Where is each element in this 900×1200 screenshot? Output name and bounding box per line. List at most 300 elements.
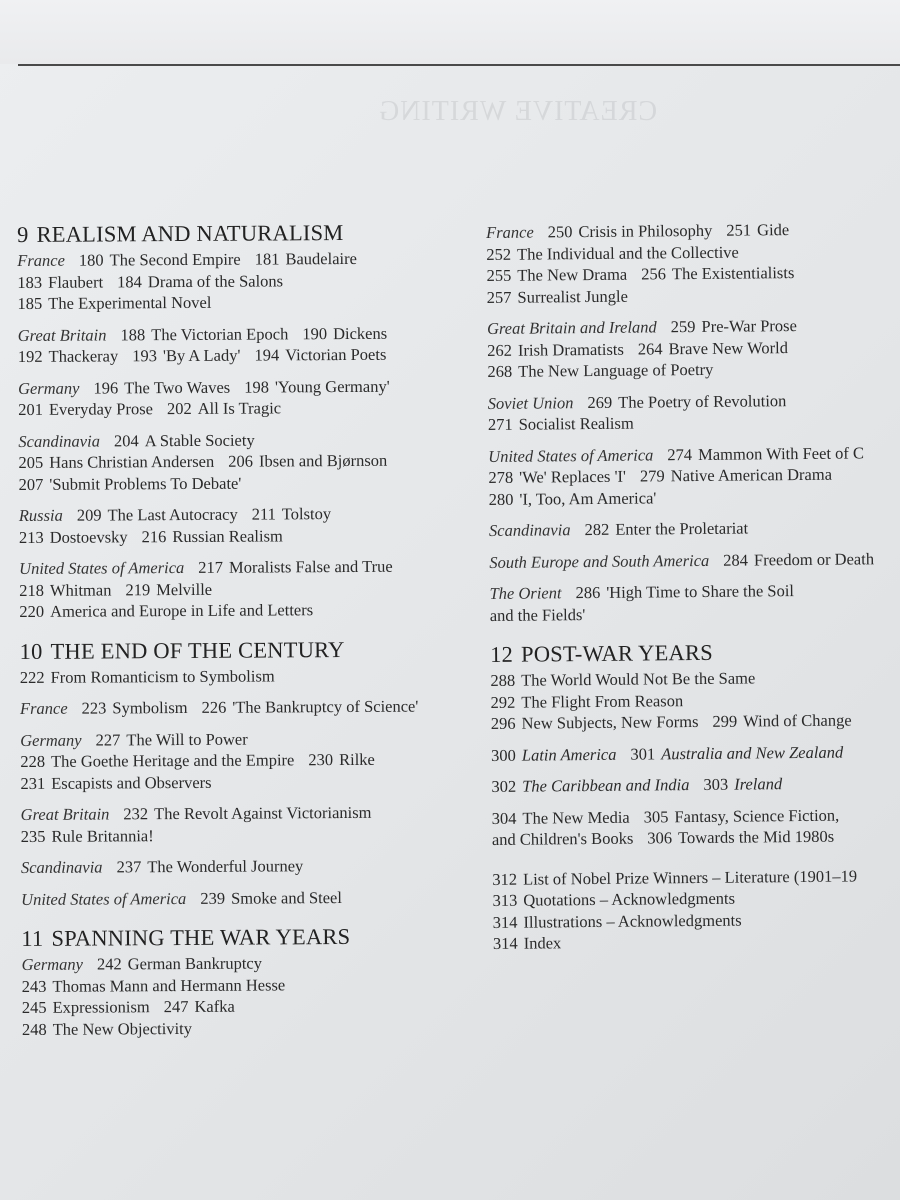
toc-entry	[117, 271, 283, 291]
page-number: 250	[547, 222, 573, 242]
page-number: 207	[18, 474, 44, 494]
entry-title: The Wonderful Journey	[147, 856, 304, 877]
entry-title: The Second Empire	[109, 249, 241, 270]
entry-title: German Bankruptcy	[127, 953, 263, 974]
entry-title: Rule Britannia!	[51, 825, 154, 846]
toc-entry	[491, 691, 684, 712]
toc-line	[17, 269, 429, 293]
entry-title: The Experimental Novel	[48, 292, 212, 313]
toc-section	[488, 389, 887, 436]
entry-title: Fantasy, Science Fiction,	[674, 805, 840, 826]
page-number: 227	[95, 729, 121, 750]
chapter-number: 9	[17, 221, 29, 247]
toc-entry	[17, 272, 103, 292]
toc-section	[21, 854, 433, 878]
toc-entry	[20, 750, 294, 771]
toc-entry	[638, 338, 788, 358]
toc-section	[487, 314, 886, 382]
page-top-band	[0, 0, 900, 64]
entry-title: Pre-War Prose	[701, 316, 797, 336]
entry-title: From Romanticism to Symbolism	[50, 665, 275, 687]
toc-line	[488, 463, 887, 488]
toc-line	[19, 598, 431, 622]
page-number: 235	[20, 826, 46, 846]
toc-line	[490, 601, 889, 626]
chapter-title	[20, 634, 433, 667]
toc-section	[21, 951, 434, 1040]
page-number: 188	[120, 324, 146, 344]
page-number: 269	[587, 392, 613, 412]
page-number: 220	[19, 601, 45, 621]
toc-entry	[703, 774, 782, 794]
toc-line	[493, 929, 892, 954]
entry-title: 'Submit Problems To Debate'	[49, 473, 242, 494]
chapter-block	[486, 218, 889, 626]
entry-title: The Flight From Reason	[521, 690, 684, 712]
toc-line	[19, 577, 431, 601]
toc-entry	[167, 398, 281, 418]
entry-title: Quotations – Acknowledgments	[523, 888, 736, 910]
page-number: 198	[244, 376, 269, 397]
toc-entry	[19, 600, 313, 621]
chapter-name: POST-WAR YEARS	[520, 639, 713, 667]
page-number: 304	[491, 808, 517, 828]
page-number: 181	[254, 249, 280, 269]
region-label: Germany	[20, 730, 82, 750]
entry-title: Socialist Realism	[518, 413, 634, 434]
toc-section	[489, 579, 888, 626]
toc-entry	[308, 750, 375, 769]
entry-title: Thackeray	[48, 346, 119, 366]
entry-title: The World Would Not Be the Same	[521, 668, 756, 690]
entry-title: Latin America	[521, 744, 617, 765]
page-number: 286	[575, 582, 601, 603]
entry-title: 'By A Lady'	[162, 345, 241, 366]
page-number: 312	[492, 869, 518, 889]
toc-entry	[493, 933, 562, 953]
page-number: 205	[18, 452, 44, 472]
page-number: 284	[723, 550, 749, 570]
toc-entry	[584, 518, 748, 539]
chapter-title	[17, 217, 430, 250]
entry-title: The Victorian Epoch	[151, 323, 289, 344]
toc-entry	[647, 827, 834, 848]
toc-entry	[640, 465, 832, 486]
toc-section	[491, 741, 890, 766]
toc-entry	[671, 316, 797, 336]
entry-title: The Will to Power	[126, 729, 248, 749]
toc-entry	[125, 579, 212, 599]
toc-line	[491, 741, 890, 766]
toc-entry	[114, 430, 255, 450]
page-number: 209	[76, 505, 102, 525]
toc-entry	[493, 910, 742, 931]
toc-entry	[228, 451, 387, 471]
entry-title: America and Europe in Life and Letters	[50, 600, 314, 621]
page-number: 213	[18, 527, 44, 547]
page-number: 245	[21, 997, 47, 1017]
entry-title: Victorian Poets	[285, 344, 387, 365]
region-label: Germany	[21, 954, 84, 974]
toc-entry	[548, 221, 713, 242]
region-label: Great Britain and Ireland	[486, 317, 657, 338]
toc-entry	[726, 220, 789, 240]
toc-entry	[142, 526, 283, 546]
entry-title: The Caribbean and India	[522, 775, 690, 796]
page-number: 230	[308, 750, 334, 770]
entry-title: List of Nobel Prize Winners – Literature (1901–19	[522, 865, 858, 889]
toc-entry	[491, 775, 689, 796]
region-label: Great Britain	[17, 324, 107, 345]
toc-section	[20, 695, 432, 719]
entry-title: The Individual and the Collective	[516, 242, 739, 264]
toc-entry	[96, 729, 248, 749]
toc-line	[487, 357, 886, 382]
page-number: 190	[302, 323, 328, 343]
toc-entry	[93, 377, 230, 397]
page-number: 257	[486, 287, 512, 307]
page-number: 314	[492, 912, 518, 932]
entry-title: Hans Christian Andersen	[49, 451, 215, 472]
toc-line	[21, 801, 433, 825]
toc-line	[21, 951, 433, 975]
toc-line	[489, 485, 888, 510]
page-number: 218	[19, 580, 45, 600]
chapter-block	[20, 634, 434, 910]
toc-entry	[667, 443, 864, 464]
region-label: Soviet Union	[487, 392, 574, 413]
page-number: 247	[163, 996, 189, 1017]
page-number: 185	[17, 293, 43, 313]
page-number: 248	[21, 1019, 47, 1039]
entry-title: Irish Dramatists	[517, 339, 624, 360]
entry-title: The Revolt Against Victorianism	[154, 802, 372, 824]
chapter-number: 10	[19, 638, 43, 664]
toc-entry	[22, 975, 286, 996]
page-number: 183	[17, 272, 43, 292]
page-number: 206	[228, 451, 254, 471]
toc-entry	[202, 697, 419, 717]
entry-title: Surrealist Jungle	[517, 286, 629, 307]
toc-entry	[120, 324, 288, 344]
entry-title: Gide	[757, 220, 790, 240]
toc-entry	[21, 826, 154, 846]
toc-entry	[302, 323, 387, 343]
page-number: 211	[251, 504, 276, 524]
region-label: United States of America	[21, 888, 187, 909]
toc-entry	[198, 557, 393, 577]
toc-entry	[486, 265, 627, 285]
toc-entry	[22, 997, 150, 1017]
entry-title: Native American Drama	[670, 464, 833, 486]
toc-entry	[487, 339, 624, 359]
entry-title: All Is Tragic	[197, 398, 282, 418]
page-number: 217	[198, 557, 224, 577]
toc-entry	[488, 467, 626, 487]
page-number: 180	[78, 250, 104, 270]
toc-entry	[19, 473, 242, 493]
page-number: 194	[254, 345, 280, 365]
toc-section	[20, 727, 433, 794]
entry-title: 'Young Germany'	[274, 376, 390, 396]
toc-section	[21, 801, 434, 847]
entry-title: and Children's Books	[491, 828, 634, 849]
toc-line	[18, 428, 430, 452]
toc-entry	[486, 242, 739, 263]
page-number: 223	[81, 698, 107, 718]
entry-title: The New Drama	[517, 264, 628, 285]
toc-entry	[491, 744, 617, 764]
toc-entry	[254, 345, 386, 365]
toc-line	[19, 471, 431, 495]
toc-line	[487, 283, 886, 308]
toc-entry	[18, 399, 153, 419]
entry-title: The Two Waves	[124, 377, 231, 397]
toc-section	[492, 804, 891, 851]
toc-entry	[630, 742, 843, 763]
page-number: 314	[492, 933, 518, 953]
region-label: Scandinavia	[20, 857, 103, 877]
entry-title: Melville	[156, 579, 213, 599]
region-label: United States of America	[19, 557, 185, 578]
toc-line	[21, 823, 433, 847]
toc-right-column	[486, 218, 892, 954]
header-rule	[18, 64, 900, 66]
toc-line	[18, 375, 430, 399]
toc-entry	[489, 488, 657, 509]
entry-title: Escapists and Observers	[51, 772, 212, 793]
page-number: 299	[712, 711, 738, 731]
entry-title: 'High Time to Share the Soil	[606, 581, 795, 602]
entry-title: The Last Autocracy	[107, 504, 238, 525]
toc-line	[21, 854, 433, 878]
page-number: 259	[670, 316, 696, 337]
toc-entry	[18, 452, 214, 472]
toc-line	[492, 865, 891, 890]
toc-entry	[490, 605, 586, 625]
toc-entry	[490, 668, 755, 690]
entry-title: Rilke	[339, 749, 375, 770]
toc-entry	[575, 581, 794, 602]
entry-title: Whitman	[49, 579, 112, 600]
entry-title: The Poetry of Revolution	[618, 390, 787, 412]
toc-entry	[244, 376, 390, 396]
entry-title: The New Media	[522, 807, 630, 828]
page-number: 216	[141, 526, 167, 546]
page-number: 222	[19, 667, 45, 687]
region-label: Great Britain	[20, 804, 110, 824]
toc-line	[20, 664, 432, 688]
entry-title: Drama of the Salons	[147, 270, 284, 291]
toc-entry	[491, 712, 699, 733]
page-number: 252	[486, 244, 512, 264]
toc-section	[19, 555, 432, 622]
page-number: 313	[492, 890, 518, 910]
page-number: 256	[641, 264, 667, 284]
toc-entry	[132, 346, 240, 366]
toc-entry	[723, 549, 874, 569]
page-number: 243	[21, 976, 47, 996]
toc-section	[486, 218, 886, 308]
toc-line	[20, 770, 432, 794]
chapter-block	[490, 636, 892, 954]
page-number: 255	[486, 265, 512, 285]
toc-line	[17, 290, 429, 314]
page-number: 242	[96, 954, 122, 974]
page-number: 274	[667, 444, 693, 464]
page-number: 251	[726, 220, 752, 240]
toc-section	[18, 375, 431, 421]
toc-entry	[19, 580, 111, 600]
toc-entry	[487, 286, 628, 306]
entry-title: Flaubert	[48, 271, 104, 292]
toc-entry	[587, 391, 786, 412]
toc-line	[20, 727, 432, 751]
page-number: 192	[17, 346, 43, 366]
chapter-block	[17, 217, 432, 622]
toc-entry	[492, 889, 735, 910]
page-number: 201	[18, 399, 43, 419]
toc-entry	[20, 772, 211, 792]
toc-section	[18, 322, 431, 368]
region-label: South Europe and South America	[489, 550, 710, 572]
chapter-number: 12	[490, 641, 514, 667]
toc-entry	[82, 698, 188, 718]
page-number: 204	[113, 430, 139, 450]
toc-line	[22, 1016, 434, 1040]
page-number: 184	[117, 271, 142, 291]
page-number: 303	[703, 774, 729, 794]
page-number: 288	[490, 670, 516, 690]
chapter-name: REALISM AND NATURALISM	[36, 220, 344, 247]
toc-line	[488, 410, 887, 435]
chapter-title	[21, 921, 434, 954]
toc-section	[19, 502, 432, 548]
toc-section	[488, 442, 887, 510]
toc-entry	[123, 803, 371, 824]
toc-line	[20, 748, 432, 772]
entry-title: Kafka	[194, 996, 235, 1016]
page-number: 278	[488, 467, 514, 487]
entry-title: Towards the Mid 1980s	[677, 826, 835, 848]
toc-entry	[200, 888, 342, 908]
toc-section	[490, 666, 889, 734]
region-label: France	[486, 222, 534, 242]
entry-title: Wind of Change	[743, 710, 852, 731]
entry-title: Ibsen and Bjørnson	[258, 450, 388, 471]
entry-title: Everyday Prose	[48, 399, 153, 419]
region-label: Russia	[18, 505, 63, 525]
toc-entry	[164, 997, 235, 1016]
toc-section	[21, 886, 433, 910]
entry-title: Freedom or Death	[753, 548, 875, 569]
toc-entry	[492, 829, 634, 849]
region-label: United States of America	[488, 444, 654, 466]
toc-line	[492, 825, 891, 850]
entry-title: The New Language of Poetry	[518, 359, 714, 381]
entry-title: The Goethe Heritage and the Empire	[50, 750, 295, 771]
toc-section	[492, 865, 892, 955]
page-number: 226	[201, 697, 227, 717]
page-number: 300	[491, 745, 516, 765]
entry-title: Expressionism	[52, 997, 150, 1017]
chapter-number: 11	[21, 925, 44, 951]
page-number: 305	[643, 806, 669, 827]
entry-title: New Subjects, New Forms	[521, 711, 699, 733]
toc-line	[20, 695, 432, 719]
toc-section	[489, 548, 888, 573]
toc-entry	[116, 856, 303, 876]
entry-title: Smoke and Steel	[230, 887, 342, 908]
entry-title: Ireland	[734, 774, 783, 794]
page-number: 306	[647, 828, 673, 848]
toc-section	[489, 516, 888, 541]
toc-entry	[492, 807, 630, 827]
page-number: 237	[116, 857, 142, 877]
toc-line	[19, 502, 431, 526]
toc-left-column	[17, 217, 434, 1040]
page-number: 232	[123, 804, 149, 824]
region-label: Scandinavia	[18, 430, 100, 451]
toc-section	[491, 772, 890, 797]
toc-entry	[17, 293, 211, 313]
page-number: 280	[488, 489, 514, 509]
region-label: Germany	[17, 378, 80, 398]
toc-line	[18, 322, 430, 346]
entry-title: 'The Bankruptcy of Science'	[232, 696, 419, 717]
toc-line	[17, 247, 429, 271]
toc-section	[20, 664, 432, 688]
entry-title: Baudelaire	[285, 248, 357, 269]
page-number: 193	[132, 346, 158, 366]
region-label: Scandinavia	[488, 520, 571, 540]
entry-title: Brave New World	[668, 337, 789, 358]
toc-line	[18, 396, 430, 420]
entry-title: and the Fields'	[489, 604, 586, 625]
toc-entry	[641, 263, 794, 283]
toc-entry	[488, 414, 634, 434]
toc-line	[18, 449, 430, 473]
entry-title: Symbolism	[112, 697, 188, 718]
entry-title: Dostoevsky	[49, 526, 128, 547]
region-label: France	[17, 250, 65, 270]
toc-line	[18, 343, 430, 367]
entry-title: Moralists False and True	[228, 556, 393, 577]
entry-title: The New Objectivity	[52, 1018, 193, 1039]
page-number: 301	[630, 743, 656, 764]
page-number: 196	[93, 377, 119, 398]
entry-title: A Stable Society	[144, 430, 255, 450]
page-number: 279	[639, 466, 665, 486]
toc-entry	[644, 805, 840, 826]
toc-line	[489, 516, 888, 541]
toc-line	[19, 555, 431, 579]
entry-title: The Existentialists	[671, 263, 795, 284]
page-number: 231	[20, 773, 46, 793]
page-number: 239	[200, 888, 226, 908]
toc-entry	[79, 250, 241, 270]
toc-entry	[252, 504, 332, 523]
toc-entry	[492, 866, 857, 889]
toc-entry	[255, 249, 357, 269]
entry-title: Index	[523, 933, 562, 953]
page-number: 292	[490, 692, 516, 712]
page-number: 219	[125, 579, 151, 599]
page-number: 262	[487, 340, 513, 360]
entry-title: Russian Realism	[172, 525, 283, 546]
show-through-heading: CREATIVE WRITING	[378, 96, 658, 127]
entry-title: 'We' Replaces 'I'	[519, 466, 627, 487]
